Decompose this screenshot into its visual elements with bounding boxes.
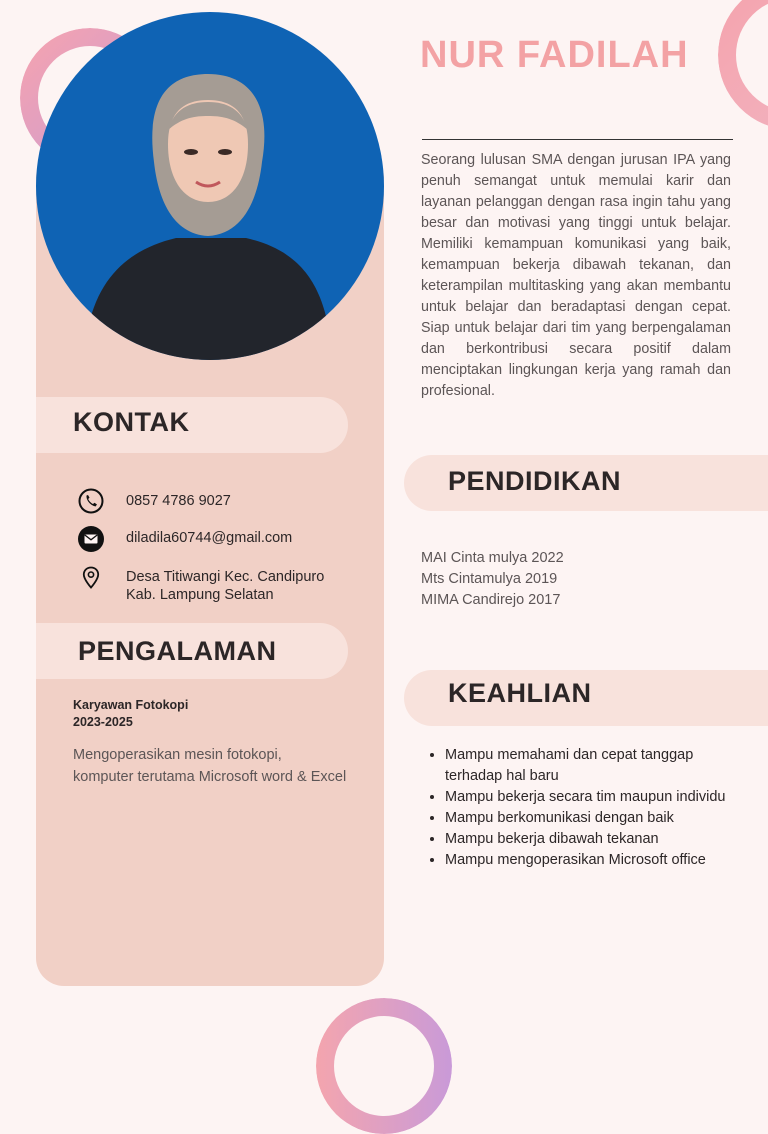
experience-title: PENGALAMAN [78,636,277,666]
profile-photo [36,12,384,360]
contact-title: KONTAK [73,407,190,437]
decorative-ring-bottom [316,998,452,1134]
contact-email-row [78,526,293,552]
skill-item: • Mampu bekerja secara tim maupun individu [445,787,735,808]
contact-phone-row [78,488,231,514]
education-list [421,548,564,611]
contact-phone[interactable]: 0857 4786 9027 [126,493,231,509]
contact-address-line2: Kab. Lampung Selatan [126,587,274,603]
skill-item: • Mampu berkomunikasi dengan baik [445,808,735,829]
experience-desc-line2: komputer terutama Microsoft word & Excel [73,769,347,785]
education-item: MAI Cinta mulya 2022 [421,550,564,566]
header-divider [422,139,733,140]
skill-item: • Mampu mengoperasikan Microsoft office [445,850,735,871]
contact-address-row [78,565,325,603]
contact-email[interactable]: diladila60744@gmail.com [126,530,293,546]
education-item: Mts Cintamulya 2019 [421,571,558,587]
experience-entry [73,697,188,731]
skills-list [423,745,735,871]
skill-item: • Mampu memahami dan cepat tanggap terhadap hal baru [445,745,735,787]
experience-desc-line1: Mengoperasikan mesin fotokopi, [73,747,282,763]
experience-role: Karyawan Fotokopi [73,698,189,712]
decorative-ring-top-right [718,0,768,130]
experience-period: 2023-2025 [73,715,133,729]
education-title: PENDIDIKAN [448,466,622,496]
phone-icon [78,488,104,514]
experience-description [73,744,346,788]
email-icon [78,526,104,552]
skills-title: KEAHLIAN [448,678,592,708]
profile-summary: Seorang lulusan SMA dengan jurusan IPA yang penuh semangat untuk memulai karir dan layanan pelanggan dengan rasa ingin tahu yang besar dan motivasi yang tinggi untuk belajar. Memiliki kemampuan komunikasi yang baik, kemampuan bekerja dibawah tekanan, dan keterampilan multitasking yang akan membantu untuk belajar dan beradaptasi dengan cepat. Siap untuk belajar dari tim yang berpengalaman dan berkontribusi secara positif dalam menciptakan lingkungan kerja yang ramah dan profesional. [421,152,731,399]
skill-item: • Mampu bekerja dibawah tekanan [445,829,735,850]
education-item: MIMA Candirejo 2017 [421,592,561,608]
candidate-name: NUR FADILAH [420,34,689,76]
location-pin-icon [78,565,104,591]
contact-address-line1: Desa Titiwangi Kec. Candipuro [126,569,325,585]
